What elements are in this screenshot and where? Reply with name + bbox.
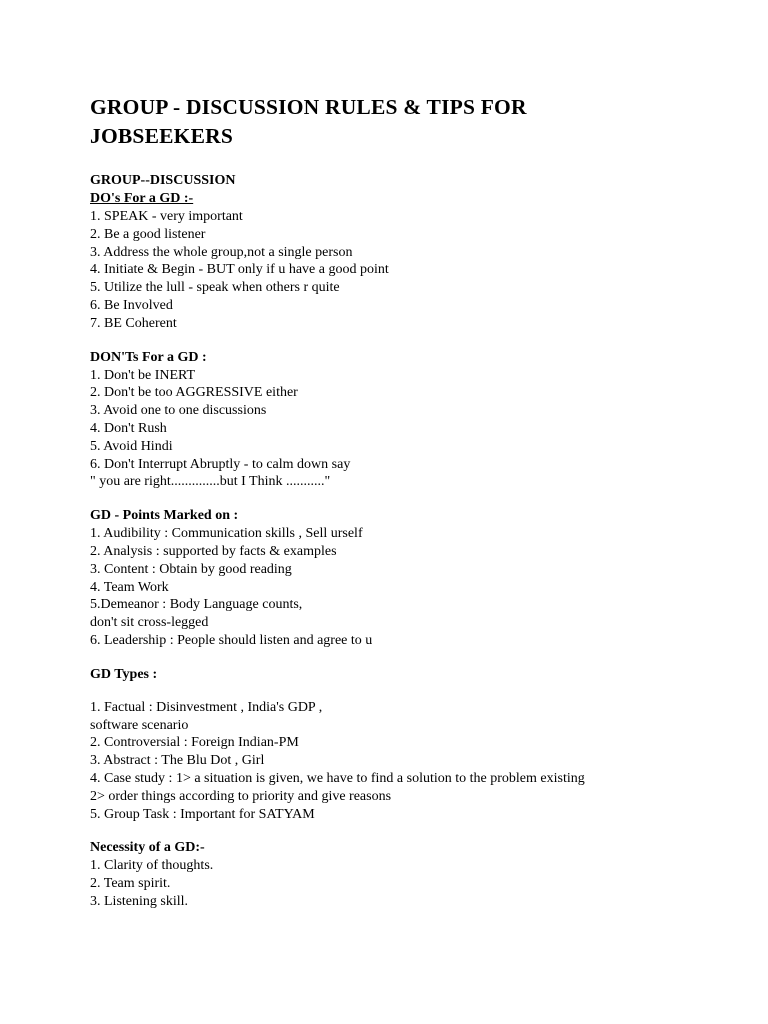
necessity-heading: Necessity of a GD:- <box>90 840 205 856</box>
points-heading: GD - Points Marked on : <box>90 508 239 524</box>
list-item: 4. Don't Rush <box>90 420 167 436</box>
list-item: 3. Address the whole group,not a single person <box>90 244 353 260</box>
dos-list <box>90 208 750 333</box>
list-item: 1. SPEAK - very important <box>90 209 243 224</box>
list-item: 3. Abstract : The Blu Dot , Girl <box>90 753 265 769</box>
list-item: 5. Utilize the lull - speak when others r quite <box>90 280 340 296</box>
document-title <box>90 93 750 151</box>
list-item: 1. Clarity of thoughts. <box>90 858 214 874</box>
list-item: " you are right..............but I Think ..........." <box>90 474 331 490</box>
list-item: 4. Case study : 1> a situation is given, we have to find a solution to the problem existing <box>90 770 585 786</box>
list-item: 5. Avoid Hindi <box>90 438 173 454</box>
subtitle: GROUP--DISCUSSION <box>90 173 236 188</box>
list-item: 6. Don't Interrupt Abruptly - to calm down say <box>90 456 351 472</box>
list-item: 2. Team spirit. <box>90 876 171 892</box>
list-item: 1. Factual : Disinvestment , India's GDP , <box>90 699 323 715</box>
list-item: 6. Leadership : People should listen and agree to u <box>90 632 373 648</box>
list-item: software scenario <box>90 717 189 733</box>
points-list <box>90 525 750 650</box>
list-item: 4. Initiate & Begin - BUT only if u have a good point <box>90 262 389 278</box>
list-item: 2. Don't be too AGGRESSIVE either <box>90 385 298 401</box>
necessity-list <box>90 857 750 910</box>
list-item: 6. Be Involved <box>90 297 173 313</box>
list-item: 3. Content : Obtain by good reading <box>90 561 292 577</box>
donts-list <box>90 367 750 492</box>
list-item: 1. Don't be INERT <box>90 367 196 383</box>
dos-heading: DO's For a GD :- <box>90 191 194 206</box>
donts-heading: DON'Ts For a GD : <box>90 349 207 365</box>
document-page <box>90 93 750 911</box>
list-item: 1. Audibility : Communication skills , Sell urself <box>90 526 363 542</box>
list-item: 2. Controversial : Foreign Indian-PM <box>90 735 299 751</box>
list-item: 2. Analysis : supported by facts & examples <box>90 543 337 559</box>
title-line-2: JOBSEEKERS <box>90 124 233 148</box>
list-item: don't sit cross-legged <box>90 615 209 631</box>
list-item: 2. Be a good listener <box>90 226 206 242</box>
title-line-1: GROUP - DISCUSSION RULES & TIPS FOR <box>90 95 527 119</box>
list-item: 3. Listening skill. <box>90 893 188 909</box>
list-item: 5. Group Task : Important for SATYAM <box>90 806 315 822</box>
list-item: 3. Avoid one to one discussions <box>90 403 267 419</box>
list-item: 2> order things according to priority and give reasons <box>90 788 392 804</box>
list-item: 5.Demeanor : Body Language counts, <box>90 597 303 613</box>
types-heading: GD Types : <box>90 666 158 682</box>
list-item: 4. Team Work <box>90 579 169 595</box>
list-item: 7. BE Coherent <box>90 315 177 331</box>
types-list <box>90 699 750 824</box>
